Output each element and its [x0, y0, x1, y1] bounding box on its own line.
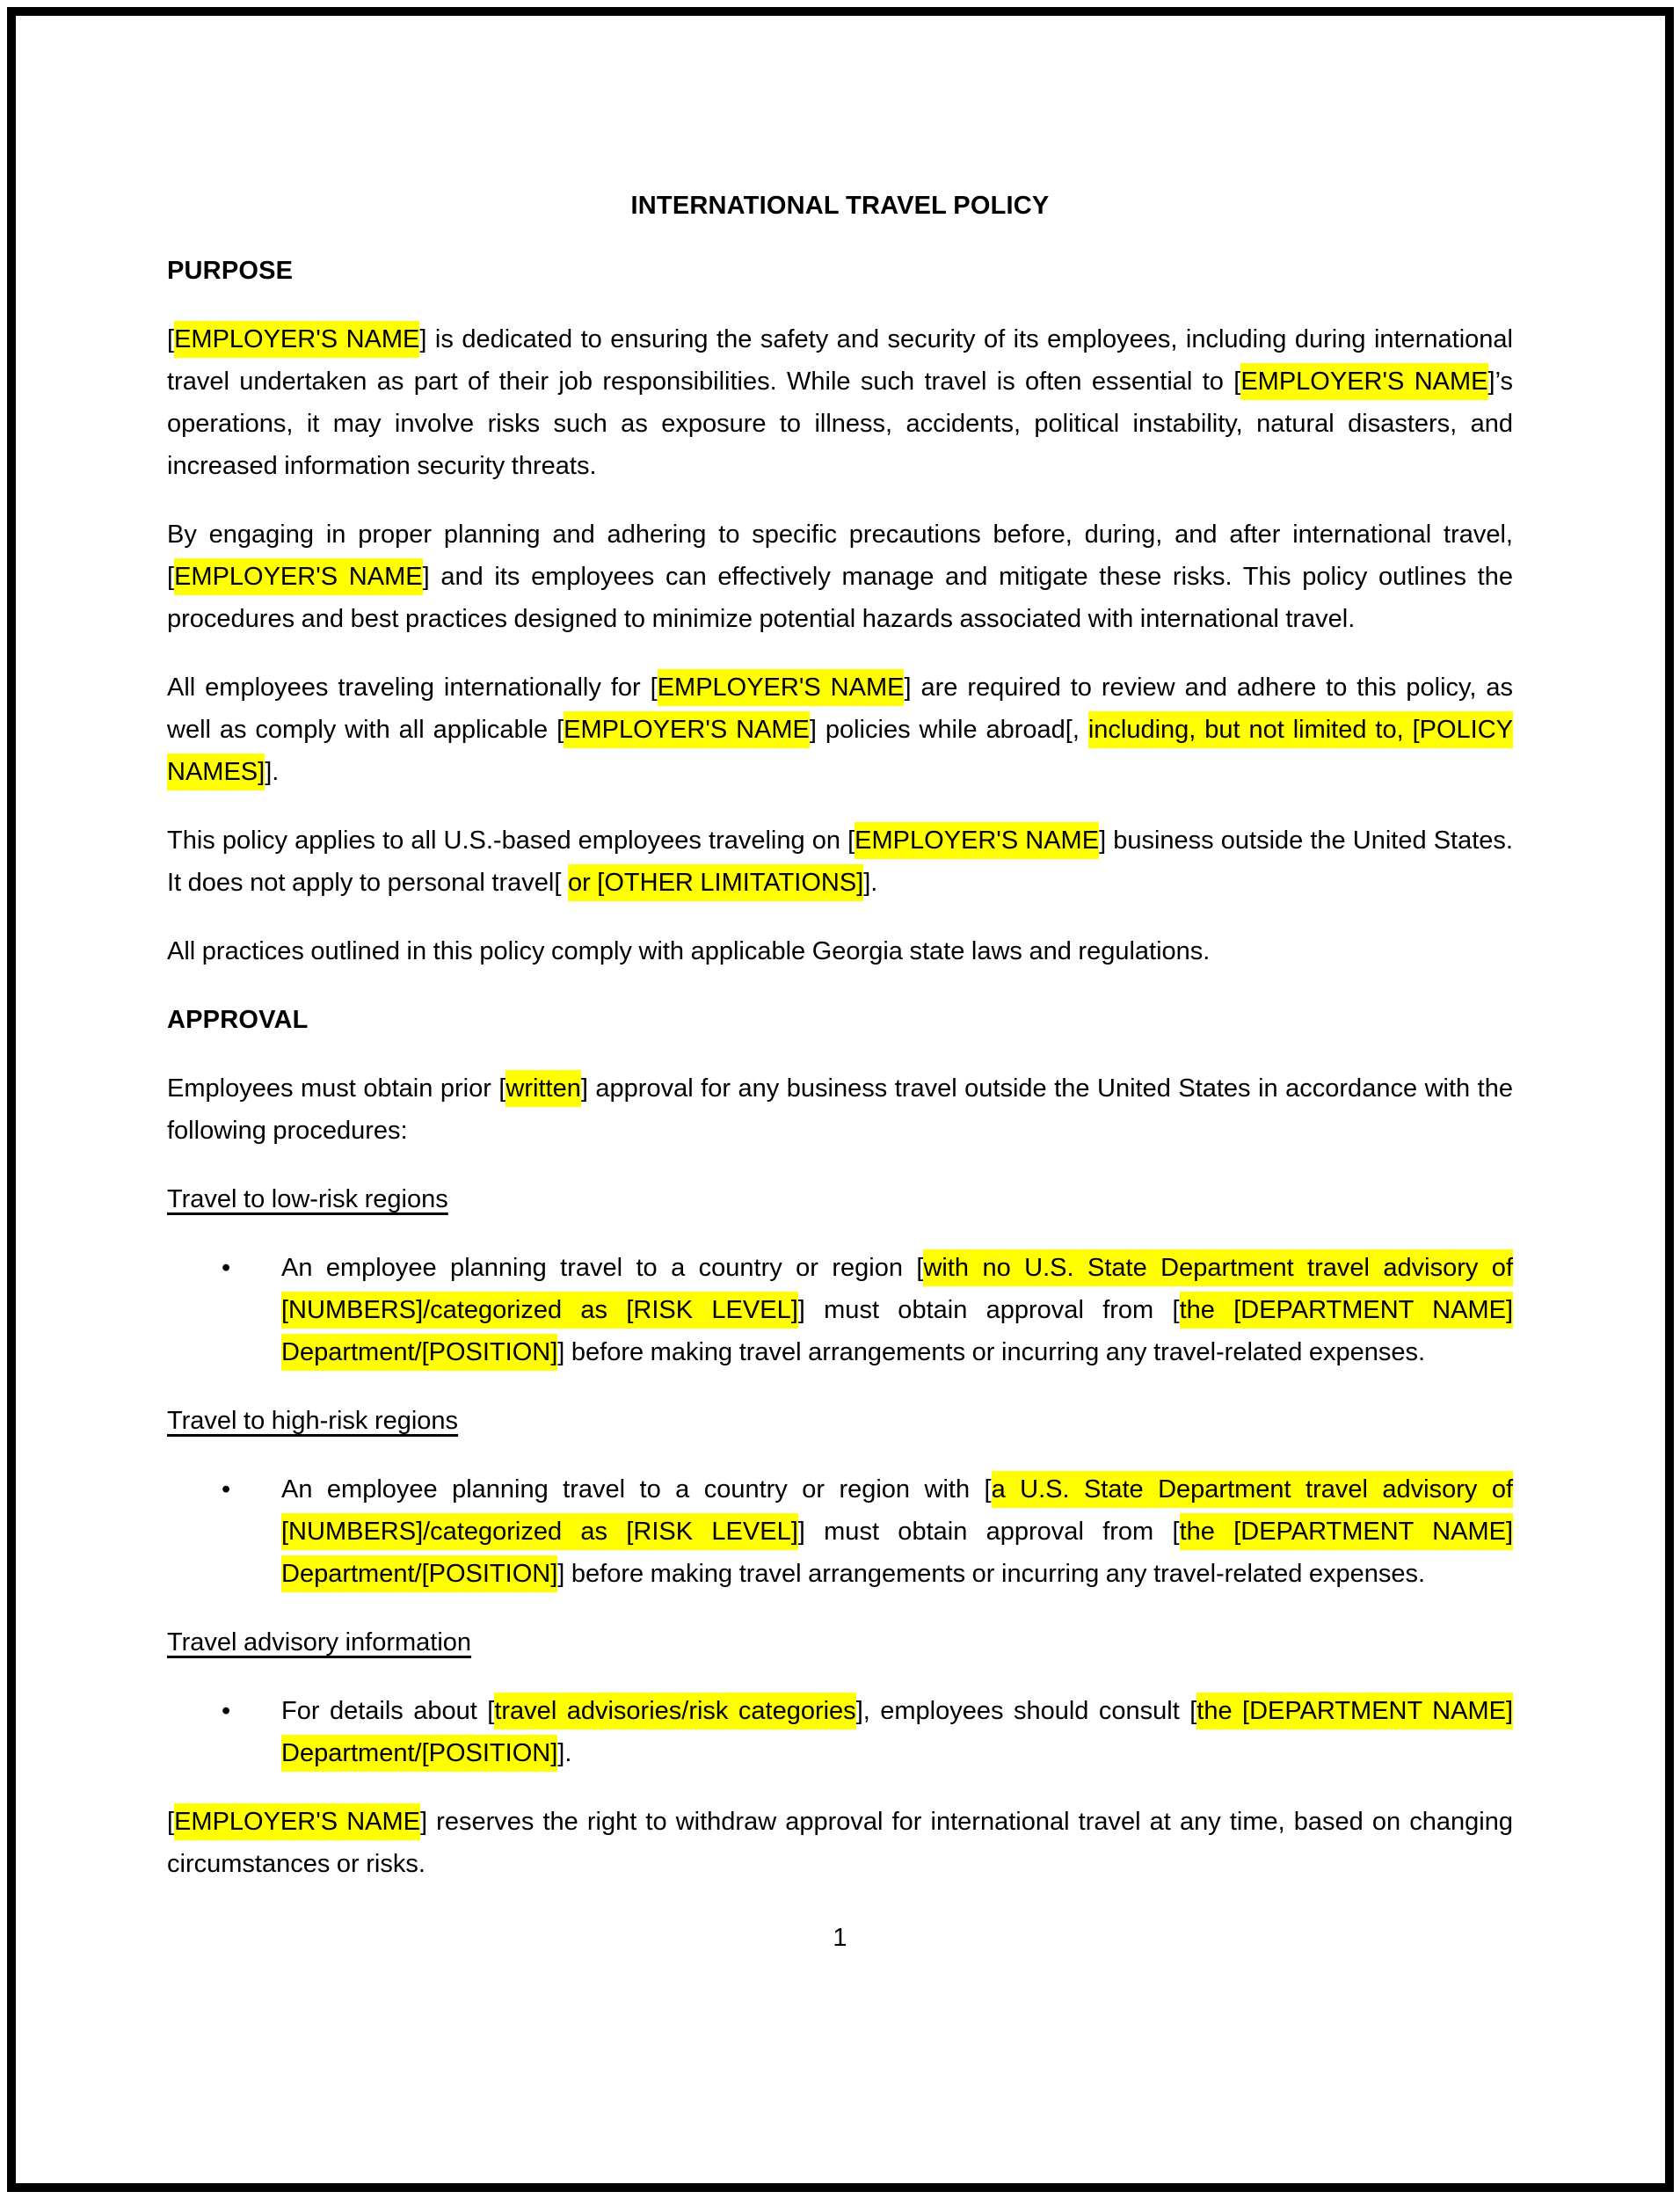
placeholder-highlight: the [DEPARTMENT NAME] Department/[POSITION]	[281, 1513, 1513, 1592]
placeholder-highlight: including, but not limited to, [POLICY NAMES]	[167, 711, 1513, 790]
placeholder-highlight: EMPLOYER'S NAME	[855, 822, 1099, 859]
bullet-icon: •	[222, 1697, 231, 1725]
placeholder-highlight: or [OTHER LIMITATIONS]	[568, 864, 863, 901]
bullet-item	[167, 1468, 1513, 1595]
paragraph-text	[281, 1471, 1513, 1592]
placeholder-highlight: EMPLOYER'S NAME	[174, 558, 423, 595]
text-run: ].	[557, 1739, 572, 1767]
placeholder-highlight: the [DEPARTMENT NAME] Department/[POSITION]	[281, 1693, 1513, 1772]
text-run: An employee planning travel to a country or region with [	[281, 1475, 992, 1504]
text-run: ] approval for any business travel outside the United States in accordance with the following procedures:	[167, 1074, 1513, 1145]
paragraph	[167, 819, 1513, 904]
paragraph-text	[281, 1693, 1513, 1772]
subsection-heading: Travel advisory information	[167, 1628, 472, 1657]
text-run: ] must obtain approval from [	[797, 1296, 1180, 1324]
text-run: [	[167, 1808, 175, 1836]
text-run: This policy applies to all U.S.-based employees traveling on [	[167, 826, 855, 855]
paragraph	[167, 318, 1513, 487]
paragraph	[167, 1801, 1513, 1885]
text-run: An employee planning travel to a country or region [	[281, 1254, 924, 1282]
text-run: ].	[863, 869, 878, 897]
text-run: ] are required to review and adhere to this policy, as well as comply with all applicable [	[167, 674, 1513, 744]
placeholder-highlight: EMPLOYER'S NAME	[1240, 363, 1487, 400]
placeholder-highlight: EMPLOYER'S NAME	[658, 669, 905, 706]
text-run: [	[167, 325, 175, 353]
bullet-item	[167, 1690, 1513, 1774]
paragraph-text	[167, 1070, 1513, 1145]
subsection-heading: Travel to low-risk regions	[167, 1185, 448, 1213]
paragraph-text	[167, 669, 1513, 790]
text-run: ].	[265, 758, 280, 786]
bullet-icon: •	[222, 1254, 231, 1282]
text-run: Employees must obtain prior [	[167, 1074, 506, 1103]
text-run: ] before making travel arrangements or incurring any travel-related expenses.	[557, 1338, 1426, 1366]
text-run: ], employees should consult [	[855, 1697, 1197, 1725]
section-heading: PURPOSE	[167, 257, 294, 285]
placeholder-highlight: a U.S. State Department travel advisory of [NUMBERS]/categorized as [RISK LEVEL]	[281, 1471, 1513, 1550]
text-run: ] is dedicated to ensuring the safety and security of its employees, including during international travel undertaken as part of their job responsibilities. While such travel is often essential to [	[167, 325, 1513, 396]
text-run: ] business outside the United States. It does not apply to personal travel[	[167, 826, 1513, 897]
text-run: ] policies while abroad[,	[809, 716, 1088, 744]
text-run: ] must obtain approval from [	[797, 1518, 1180, 1546]
paragraph	[167, 1067, 1513, 1152]
paragraph	[167, 666, 1513, 793]
placeholder-highlight: EMPLOYER'S NAME	[174, 321, 419, 358]
bullet-item	[167, 1247, 1513, 1373]
paragraph-text	[281, 1249, 1513, 1371]
text-run: ] before making travel arrangements or incurring any travel-related expenses.	[557, 1560, 1426, 1588]
paragraph-text	[167, 1803, 1513, 1878]
text-run: ] reserves the right to withdraw approval for international travel at any time, based on changing circumstances or risks.	[167, 1808, 1513, 1878]
text-run: For details about [	[281, 1697, 495, 1725]
text-run: ]’s operations, it may involve risks such as exposure to illness, accidents, political instability, natural disasters, and increased information security threats.	[167, 368, 1513, 480]
bullet-icon: •	[222, 1475, 231, 1504]
placeholder-highlight: the [DEPARTMENT NAME] Department/[POSITION]	[281, 1292, 1513, 1371]
placeholder-highlight: written	[505, 1070, 580, 1107]
paragraph	[167, 930, 1513, 972]
text-run: All employees traveling internationally for [	[167, 674, 658, 702]
paragraph-text	[167, 937, 1210, 965]
page-number: 1	[833, 1924, 847, 1952]
text-run: All practices outlined in this policy comply with applicable Georgia state laws and regulations.	[167, 937, 1211, 965]
document-title: INTERNATIONAL TRAVEL POLICY	[630, 192, 1050, 220]
section-heading: APPROVAL	[167, 1006, 309, 1034]
paragraph-text	[167, 822, 1513, 901]
placeholder-highlight: travel advisories/risk categories	[494, 1693, 855, 1729]
text-run: ] and its employees can effectively manage and mitigate these risks. This policy outlines the procedures and best practices designed to minimize potential hazards associated with international travel.	[167, 563, 1513, 633]
paragraph-text	[167, 321, 1513, 480]
placeholder-highlight: EMPLOYER'S NAME	[174, 1803, 420, 1840]
placeholder-highlight: EMPLOYER'S NAME	[564, 711, 810, 748]
text-run: By engaging in proper planning and adhering to specific precautions before, during, and after international travel, [	[167, 521, 1513, 591]
paragraph-text	[167, 521, 1513, 633]
subsection-heading: Travel to high-risk regions	[167, 1407, 459, 1435]
placeholder-highlight: with no U.S. State Department travel advisory of [NUMBERS]/categorized as [RISK LEVEL]	[281, 1249, 1513, 1329]
document-blocks	[167, 250, 1513, 1885]
paragraph	[167, 513, 1513, 640]
